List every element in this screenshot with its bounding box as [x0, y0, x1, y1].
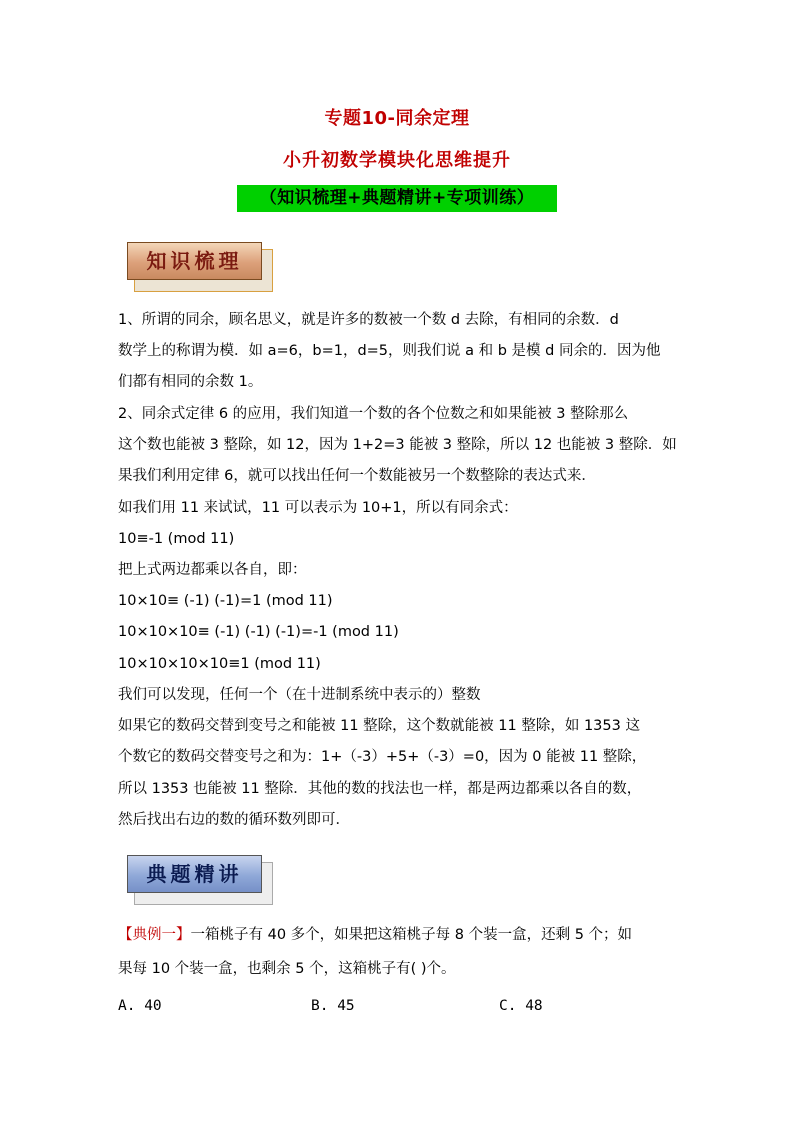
option-a: A. 40 — [118, 998, 162, 1014]
body-line: 们都有相同的余数 1。 — [118, 374, 263, 390]
formula-line: 10≡-1 (mod 11) — [118, 531, 235, 547]
formula-line: 10×10×10≡ (-1) (-1) (-1)=-1 (mod 11) — [118, 624, 399, 640]
doc-title: 专题10-同余定理 — [324, 108, 470, 129]
example-question-line — [118, 925, 632, 945]
formula-line: 10×10×10×10≡1 (mod 11) — [118, 656, 321, 672]
section-examples-banner — [127, 855, 271, 901]
doc-tag-banner: （知识梳理+典题精讲+专项训练） — [237, 185, 557, 212]
formula-line: 10×10≡ (-1) (-1)=1 (mod 11) — [118, 593, 333, 609]
body-line: 然后找出右边的数的循环数列即可． — [118, 812, 350, 828]
option-c: C. 48 — [499, 998, 543, 1014]
body-line: 1、所谓的同余，顾名思义，就是许多的数被一个数 d 去除，有相同的余数．d — [118, 312, 619, 328]
example-question-line: 果每 10 个装一盒，也剩余 5 个，这箱桃子有( )个。 — [118, 961, 456, 977]
body-line: 把上式两边都乘以各自，即： — [118, 562, 307, 578]
doc-subtitle: 小升初数学模块化思维提升 — [283, 150, 511, 171]
example-text: 一箱桃子有 40 多个，如果把这箱桃子每 8 个装一盒，还剩 5 个；如 — [190, 927, 633, 943]
section-knowledge-title: 知识梳理 — [146, 249, 243, 273]
banner-plate — [127, 242, 262, 280]
banner-plate — [127, 855, 262, 893]
section-examples-title: 典题精讲 — [146, 862, 243, 886]
body-line: 数学上的称谓为模．如 a=6，b=1，d=5，则我们说 a 和 b 是模 d 同余的．因为他 — [118, 343, 661, 359]
body-line: 2、同余式定律 6 的应用，我们知道一个数的各个位数之和如果能被 3 整除那么 — [118, 406, 629, 422]
body-line: 这个数也能被 3 整除，如 12，因为 1+2=3 能被 3 整除，所以 12 也能被 3 整除．如 — [118, 437, 677, 453]
body-line: 果我们利用定律 6，就可以找出任何一个数能被另一个数整除的表达式来． — [118, 468, 596, 484]
body-line: 个数它的数码交替变号之和为：1+（-3）+5+（-3）=0，因为 0 能被 11 整除， — [118, 749, 647, 765]
option-b: B. 45 — [311, 998, 355, 1014]
body-line: 如我们用 11 来试试，11 可以表示为 10+1，所以有同余式： — [118, 500, 518, 516]
body-line: 如果它的数码交替到变号之和能被 11 整除，这个数就能被 11 整除，如 1353 这 — [118, 718, 640, 734]
section-knowledge-banner — [127, 242, 271, 288]
body-line: 所以 1353 也能被 11 整除．其他的数的找法也一样，都是两边都乘以各自的数， — [118, 781, 642, 797]
body-line: 我们可以发现，任何一个（在十进制系统中表示的）整数 — [118, 687, 481, 703]
example-tag: 【典例一】 — [118, 927, 191, 943]
